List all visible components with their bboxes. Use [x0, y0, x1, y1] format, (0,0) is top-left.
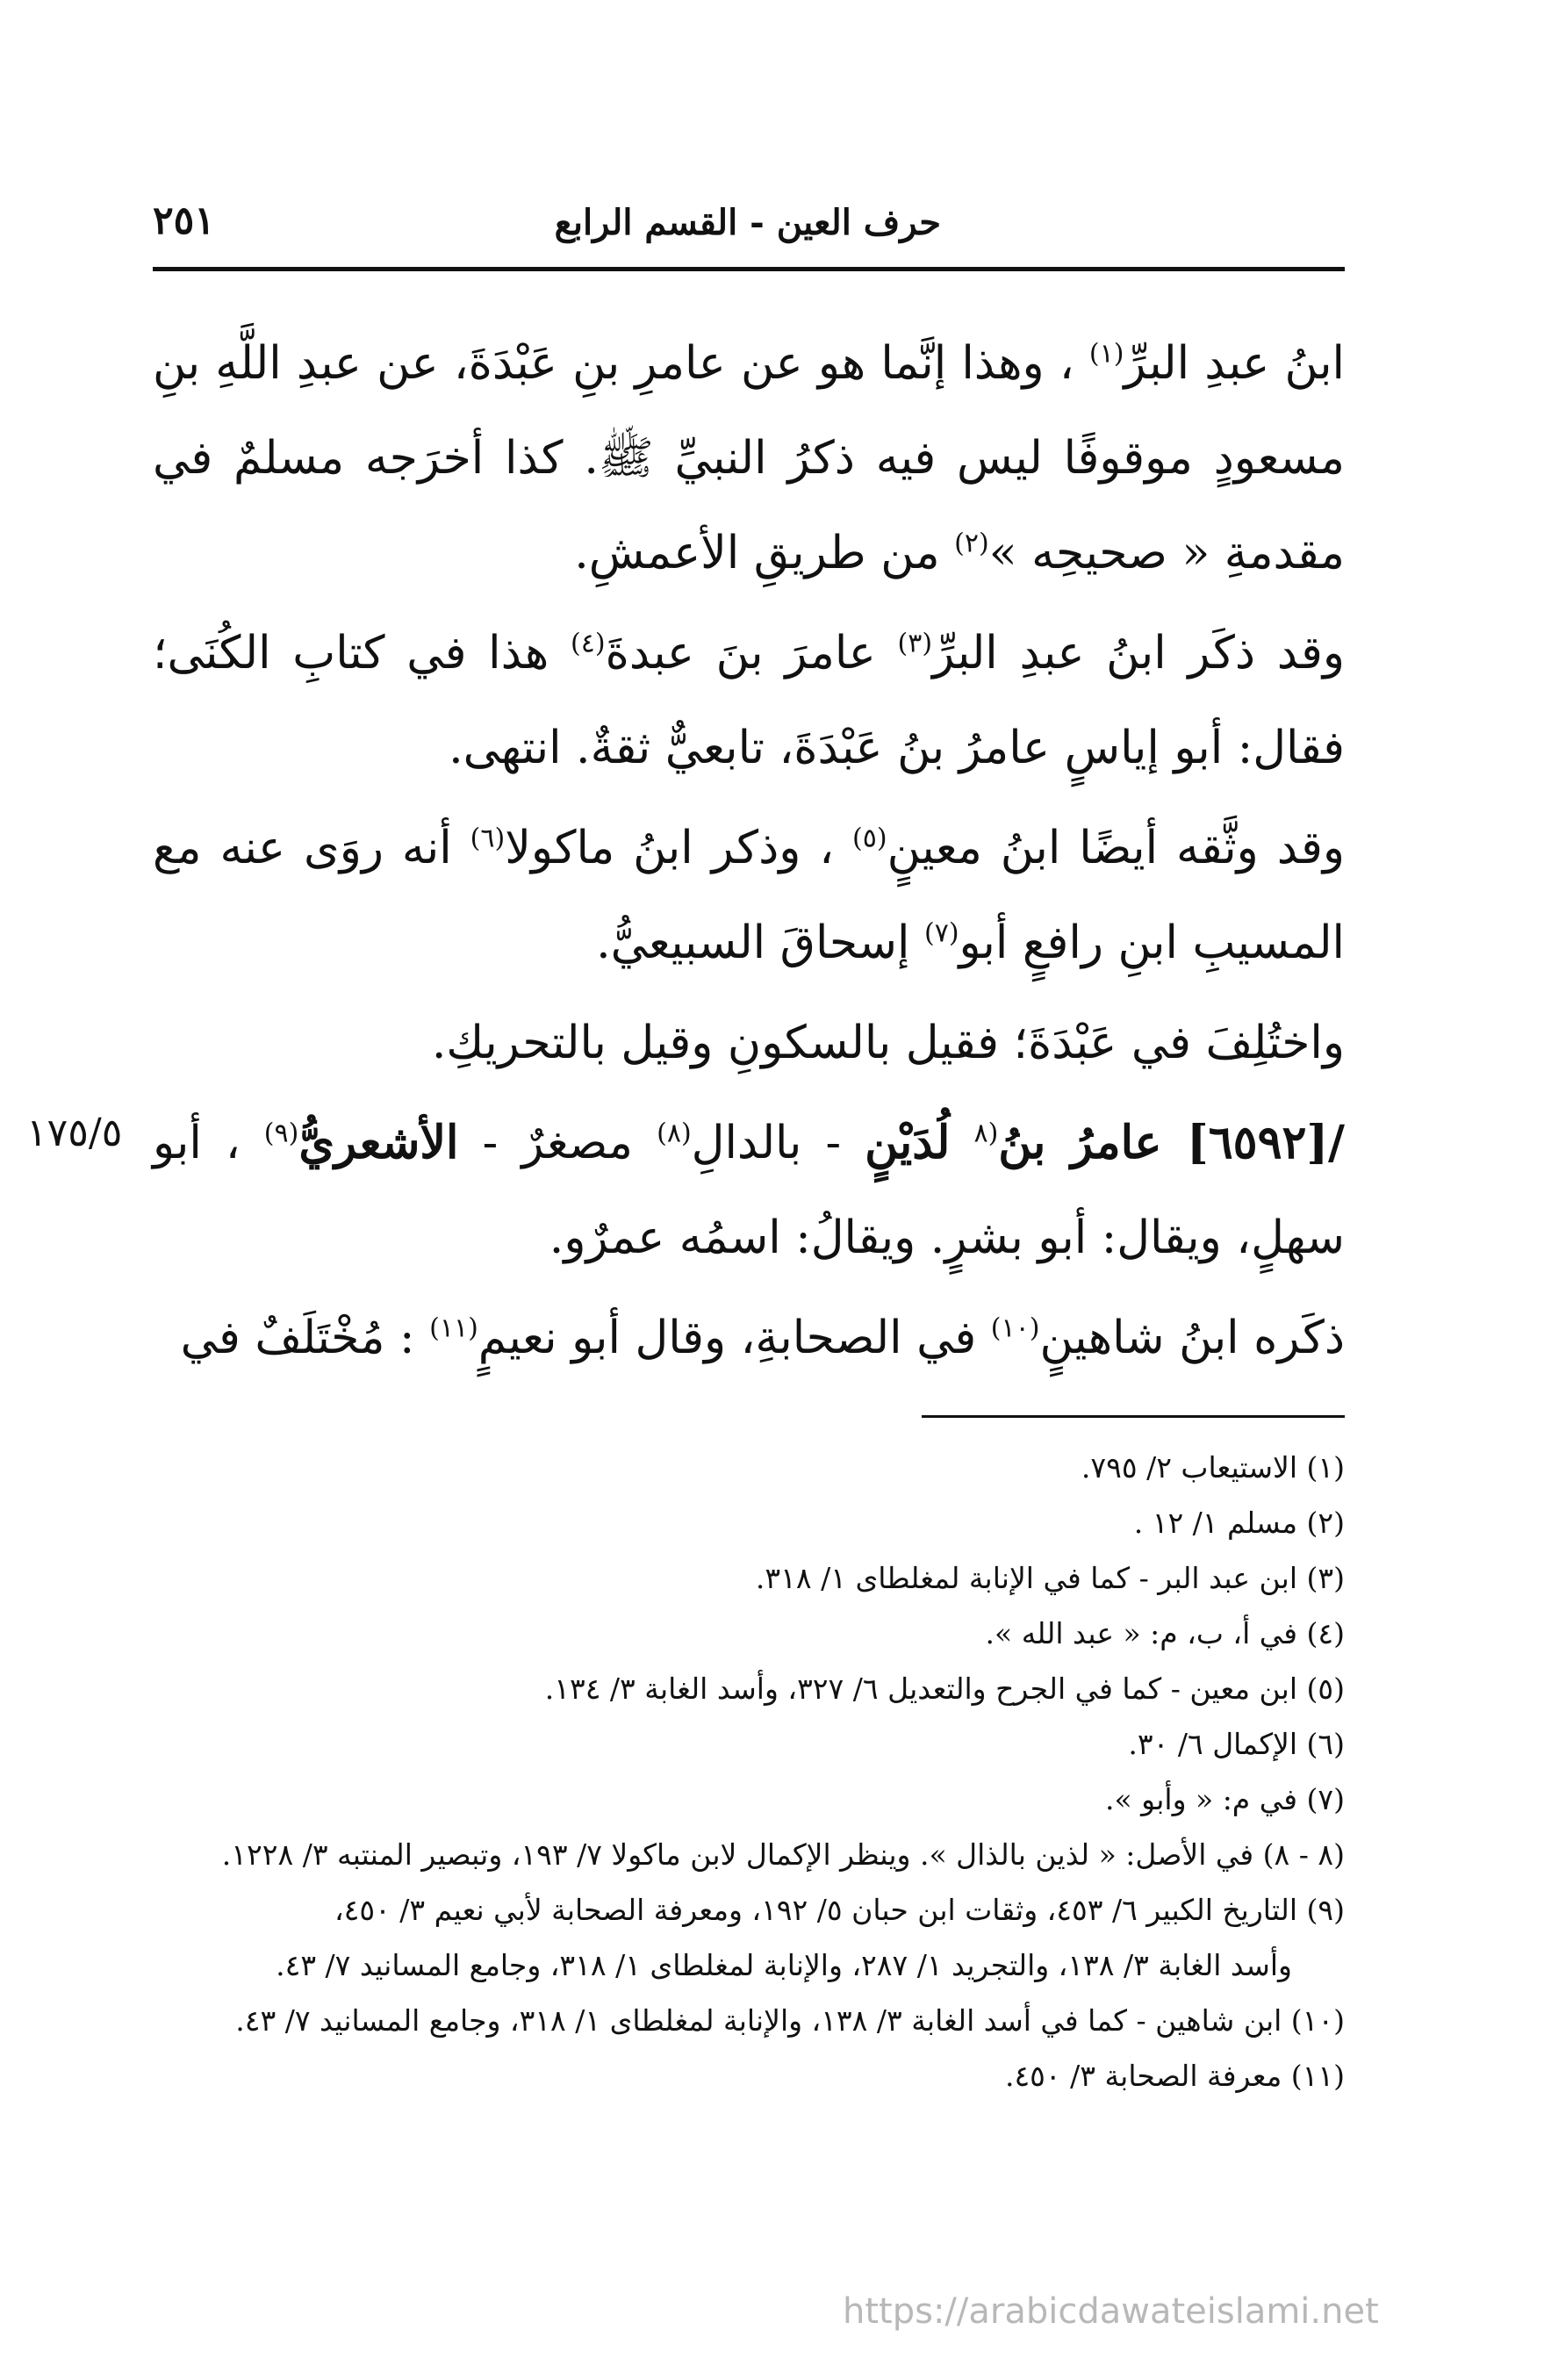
- entry-6592: [153, 1096, 1345, 1285]
- entry-name: لُدَيْنٍ: [865, 1116, 951, 1169]
- footnote-7: (٧) في م: « وأبو ».: [1105, 1782, 1345, 1816]
- text-span: ، وهذا إنَّما هو عن عامرِ بنِ عَبْدَةَ، عن عبدِ اللَّهِ بنِ مسعودٍ موقوفًا ليس فيه ذكرُ النبيِّ ﷺ. كذا أخرَجه مسلمٌ في مقدمةِ « صحيحِه »: [153, 337, 1345, 579]
- text-span: ابنُ عبدِ البرِّ: [1124, 337, 1346, 390]
- text-span: في الصحابةِ، وقال أبو نعيمٍ: [478, 1312, 977, 1364]
- page-header: [153, 195, 1345, 256]
- entry-nisba: الأشعريُّ: [298, 1116, 459, 1169]
- footnote-ref-4[interactable]: (٤): [571, 628, 606, 659]
- text-span: أنه روَى عنه مع المسيبِ ابنِ رافعٍ أبو: [153, 822, 1345, 969]
- margin-reference: ١٧٥/٥: [26, 1111, 123, 1155]
- text-span: وقد ذكَر ابنُ عبدِ البرِّ: [932, 627, 1345, 679]
- footnote-ref-11[interactable]: (١١): [429, 1312, 478, 1344]
- text-span: ، وذكر ابنُ ماكولا: [505, 822, 835, 874]
- footnote-9: (٩) التاريخ الكبير ٦/ ٤٥٣، وثقات ابن حبان ٥/ ١٩٢، ومعرفة الصحابة لأبي نعيم ٣/ ٤٥٠،: [334, 1893, 1345, 1927]
- footnote-ref-6[interactable]: (٦): [470, 823, 506, 854]
- text-span: من طريقِ الأعمشِ.: [574, 527, 940, 579]
- footnote-6: (٦) الإكمال ٦/ ٣٠.: [1128, 1727, 1345, 1761]
- footnote-3: (٣) ابن عبد البر - كما في الإنابة لمغلطاى ١/ ٣١٨.: [755, 1561, 1345, 1595]
- paragraph-3: [153, 801, 1345, 990]
- footnote-ref-8-end[interactable]: (٨): [657, 1118, 692, 1149]
- footnote-1: (١) الاستيعاب ٢/ ٧٩٥.: [1081, 1450, 1345, 1485]
- page-number: ٢٥١: [153, 198, 215, 243]
- text-span: إسحاقَ السبيعيُّ.: [596, 917, 910, 969]
- footnote-ref-3[interactable]: (٣): [897, 628, 933, 659]
- main-text: [153, 316, 1345, 1391]
- watermark: https://arabicdawateislami.net: [843, 2291, 1379, 2332]
- text-span: - بالدالِ: [691, 1117, 842, 1169]
- footnote-2: (٢) مسلم ١/ ١٢ .: [1133, 1506, 1345, 1540]
- footnote-ref-9[interactable]: (٩): [263, 1118, 299, 1149]
- footnote-ref-7[interactable]: (٧): [923, 917, 959, 949]
- text-span: عامرَ بنَ عبدةَ: [605, 627, 876, 679]
- paragraph-1: [153, 316, 1345, 600]
- footnote-divider: [922, 1415, 1345, 1418]
- footnote-11: (١١) معرفة الصحابة ٣/ ٤٥٠.: [1004, 2059, 1345, 2093]
- entry-number-name: /[٦٥٩٢] عامرُ بنُ: [998, 1116, 1346, 1169]
- text-span: ذكَره ابنُ شاهينٍ: [1039, 1312, 1345, 1364]
- paragraph-2: [153, 606, 1345, 795]
- footnote-10: (١٠) ابن شاهين - كما في أسد الغابة ٣/ ١٣٨، والإنابة لمغلطاى ١/ ٣١٨، وجامع المسانيد ٧/ ٤٣.: [235, 2003, 1345, 2038]
- footnote-ref-10[interactable]: (١٠): [990, 1312, 1040, 1344]
- footnote-ref-8-start[interactable]: (٨: [973, 1118, 999, 1149]
- footnote-ref-1[interactable]: (١): [1088, 338, 1124, 370]
- footnotes: [153, 1440, 1345, 2103]
- running-title: حرف العين - القسم الرابع: [554, 202, 941, 243]
- footnote-4: (٤) في أ، ب، م: « عبد الله ».: [985, 1616, 1345, 1650]
- text-span: هذا في كتابِ الكُنَى؛ فقال: أبو إياسٍ عامرُ بنُ عَبْدَةَ، تابعيٌّ ثقةٌ. انتهى.: [153, 627, 1345, 774]
- footnote-8: (٨ - ٨) في الأصل: « لذين بالذال ». وينظر الإكمال لابن ماكولا ٧/ ١٩٣، وتبصير المنتبه ٣/ ١٢٢٨.: [221, 1837, 1345, 1872]
- text-span: ، أبو سهلٍ، ويقال: أبو بشرٍ. ويقالُ: اسمُه عمرٌو.: [153, 1117, 1345, 1264]
- paragraph-6: [153, 1291, 1345, 1385]
- text-span: وقد وثَّقه أيضًا ابنُ معينٍ: [887, 822, 1346, 874]
- footnote-5: (٥) ابن معين - كما في الجرح والتعديل ٦/ ٣٢٧، وأسد الغابة ٣/ ١٣٤.: [544, 1672, 1345, 1706]
- text-span: مصغرٌ -: [482, 1117, 633, 1169]
- footnote-ref-2[interactable]: (٢): [954, 528, 989, 559]
- paragraph-4: واختُلِفَ في عَبْدَةَ؛ فقيل بالسكونِ وقيل بالتحريكِ.: [431, 1017, 1345, 1069]
- footnote-9-continued: وأسد الغابة ٣/ ١٣٨، والتجريد ١/ ٢٨٧، والإنابة لمغلطاى ١/ ٣١٨، وجامع المسانيد ٧/ ٤٣.: [276, 1948, 1292, 1982]
- footnote-ref-5[interactable]: (٥): [852, 823, 887, 854]
- text-span: : مُخْتَلَفٌ في: [180, 1312, 415, 1364]
- header-divider: [153, 267, 1345, 271]
